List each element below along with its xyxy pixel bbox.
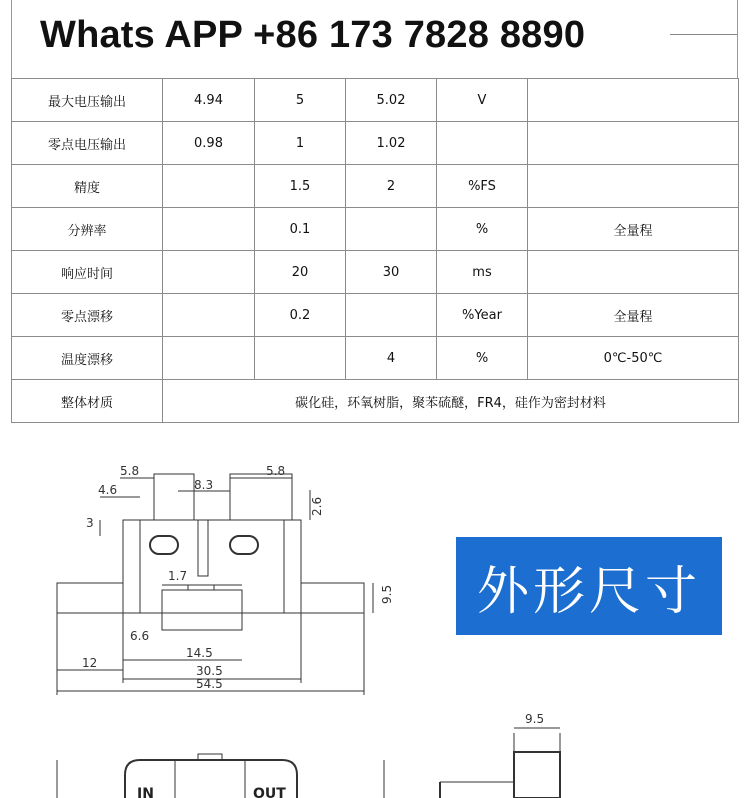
material-label: 整体材质 [12,380,163,423]
cell-max [346,208,437,251]
sensor-side-view [440,728,560,798]
dimensions-badge: 外形尺寸 [456,537,722,635]
cell-note: 0℃-50℃ [528,337,739,380]
cell-name: 零点电压输出 [12,122,163,165]
cell-name: 零点漂移 [12,294,163,337]
cell-unit: ms [437,251,528,294]
table-row [12,208,739,251]
cell-min [163,251,255,294]
cell-typ: 1 [255,122,346,165]
table-row [12,165,739,208]
contact-title: Whats APP +86 173 7828 8890 [40,14,586,56]
cell-min [163,294,255,337]
dim-14-5: 14.5 [186,646,213,660]
cell-name: 温度漂移 [12,337,163,380]
material-value: 碳化硅，环氧树脂，聚苯硫醚，FR4，硅作为密封材料 [163,380,739,423]
cell-name: 分辨率 [12,208,163,251]
dim-5-8-left: 5.8 [120,464,140,478]
cell-max: 1.02 [346,122,437,165]
table-row [12,337,739,380]
cell-name: 精度 [12,165,163,208]
cell-max: 5.02 [346,79,437,122]
cell-note: 全量程 [528,208,739,251]
dim-30-5: 30.5 [196,664,223,678]
cell-typ: 0.1 [255,208,346,251]
cell-note [528,122,739,165]
cell-max: 2 [346,165,437,208]
sensor-top-view [57,474,373,695]
table-row [12,294,739,337]
material-row [12,380,739,423]
cell-max [346,294,437,337]
table-row [12,122,739,165]
cell-max: 4 [346,337,437,380]
dim-6-6: 6.6 [130,629,150,643]
cell-note: 全量程 [528,294,739,337]
dim-4-6: 4.6 [98,483,118,497]
cell-typ: 0.2 [255,294,346,337]
dim-1-7: 1.7 [168,569,188,583]
cell-name: 最大电压输出 [12,79,163,122]
cell-typ: 5 [255,79,346,122]
cell-min [163,337,255,380]
dim-9-5-bottom: 9.5 [525,712,545,726]
cell-typ: 20 [255,251,346,294]
dim-2-6: 2.6 [310,496,324,516]
dim-8-3: 8.3 [194,478,214,492]
cell-typ: 1.5 [255,165,346,208]
dim-9-5-side: 9.5 [380,584,394,604]
in-label: IN [137,786,154,798]
cell-min [163,208,255,251]
cell-note [528,165,739,208]
cell-min: 0.98 [163,122,255,165]
out-label: OUT [253,786,286,798]
cell-unit: %Year [437,294,528,337]
table-row [12,251,739,294]
cell-max: 30 [346,251,437,294]
cell-note [528,79,739,122]
dim-5-8-right: 5.8 [266,464,286,478]
cell-name: 响应时间 [12,251,163,294]
dim-3: 3 [86,516,94,530]
table-row [12,79,739,122]
sensor-front-view [57,754,384,798]
header-left-border [11,0,12,78]
cell-unit: % [437,208,528,251]
cell-min: 4.94 [163,79,255,122]
header-banner [0,0,750,78]
cell-unit: %FS [437,165,528,208]
header-right-border [737,0,738,78]
cell-min [163,165,255,208]
header-rule [670,34,737,35]
cell-unit [437,122,528,165]
cell-unit: % [437,337,528,380]
cell-note [528,251,739,294]
spec-table [11,78,739,423]
dim-54-5: 54.5 [196,677,223,691]
cell-typ [255,337,346,380]
dim-12: 12 [82,656,98,670]
cell-unit: V [437,79,528,122]
